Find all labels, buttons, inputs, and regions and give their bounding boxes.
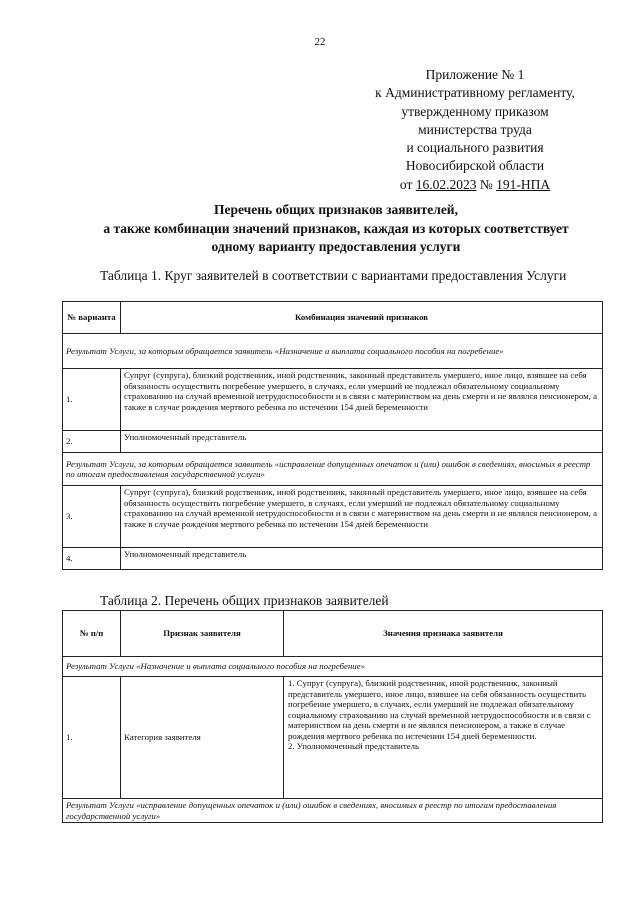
table2-value-2: 2. Уполномоченный представитель <box>288 741 420 751</box>
appendix-date: 16.02.2023 <box>415 176 477 192</box>
appendix-line-3: утвержденному приказом <box>401 103 549 119</box>
title-line-2: а также комбинации значений признаков, каждая из которых соответствует <box>103 220 569 236</box>
table2-header-num: № п/п <box>63 611 121 657</box>
appendix-number-sign: № <box>479 176 493 192</box>
table-row <box>63 548 603 570</box>
table2-header-vals: Значения признака заявителя <box>284 611 603 657</box>
appendix-line-4: министерства труда <box>418 121 532 137</box>
table-row <box>63 369 603 431</box>
table-row <box>63 431 603 453</box>
table2-row-num: 1. <box>63 677 121 799</box>
table1-header-combo: Комбинация значений признаков <box>121 302 603 334</box>
appendix-line-6: Новосибирской области <box>405 158 545 174</box>
table1-row-num: 4. <box>63 548 121 570</box>
table-2 <box>62 610 603 823</box>
table2-result-2: Результат Услуги «исправление допущенных опечаток и (или) ошибок в сведениях, вносимых в реестр по итогам предоставления государственной услуги» <box>63 799 603 823</box>
table-row <box>63 677 603 799</box>
appendix-header <box>360 66 590 194</box>
table1-row-text: Супруг (супруга), близкий родственник, иной родственник, законный представитель умершего, иное лицо, взявшее на себя обязанность осуществить погребение умершего, в случаях, если умерший не подлежал обязательному социальному страхованию на случай временной нетрудоспособности и в связи с материнством на день смерти и не являлся пенсионером, а также в случае рождения мертвого ребенка по истечении 154 дней беременности <box>121 486 603 548</box>
document-title <box>64 201 608 257</box>
table2-header-attr: Признак заявителя <box>121 611 284 657</box>
appendix-line-5: и социального развития <box>406 140 544 156</box>
appendix-line-2: к Административному регламенту, <box>375 85 575 101</box>
title-line-1: Перечень общих признаков заявителей, <box>214 202 458 217</box>
appendix-line-1: Приложение № 1 <box>425 67 525 82</box>
title-line-3: одному варианту предоставления услуги <box>211 239 461 254</box>
appendix-number: 191-НПА <box>496 176 551 192</box>
appendix-prefix: от <box>399 176 413 192</box>
appendix-order-line <box>360 176 590 194</box>
page-number: 22 <box>314 36 326 48</box>
table2-value-1: 1. Супруг (супруга), близкий родственник, иной родственник, законный представитель умершего, иное лицо, взявшее на себя обязанность осуществить погребение умершего, в случаях, если умерший не подлежал обязательному социальному страхованию на случай временной нетрудоспособности и в связи с материнством на день смерти и не являлся пенсионером, а также в случае рождения мертвого ребенка по истечении 154 дней беременности. <box>288 678 591 741</box>
table2-row-values <box>284 677 603 799</box>
table2-row-attr: Категория заявителя <box>121 677 284 799</box>
table1-row-text: Уполномоченный представитель <box>121 548 603 570</box>
table1-result-2: Результат Услуги, за которым обращается заявитель «исправление допущенных опечаток и (или) ошибок в сведениях, вносимых в реестр по итогам предоставления государственной услуги» <box>63 453 603 486</box>
table-row <box>63 486 603 548</box>
table2-caption: Таблица 2. Перечень общих признаков заявителей <box>100 593 389 608</box>
table1-header-num: № варианта <box>63 302 121 334</box>
table1-row-text: Супруг (супруга), близкий родственник, иной родственник, законный представитель умершего, иное лицо, взявшее на себя обязанность осуществить погребение умершего, в случаях, если умерший не подлежал обязательному социальному страхованию на случай временной нетрудоспособности и в связи с материнством на день смерти и не являлся пенсионером, а также в случае рождения мертвого ребенка по истечении 154 дней беременности <box>121 369 603 431</box>
table1-result-1: Результат Услуги, за которым обращается заявитель «Назначение и выплата социального пособия на погребение» <box>63 334 603 369</box>
table1-row-num: 1. <box>63 369 121 431</box>
table1-row-num: 2. <box>63 431 121 453</box>
table-1 <box>62 301 603 570</box>
table1-caption: Таблица 1. Круг заявителей в соответствии с вариантами предоставления Услуги <box>100 268 567 283</box>
table2-result-1: Результат Услуги «Назначение и выплата социального пособия на погребение» <box>63 657 603 677</box>
table1-row-text: Уполномоченный представитель <box>121 431 603 453</box>
table1-row-num: 3. <box>63 486 121 548</box>
